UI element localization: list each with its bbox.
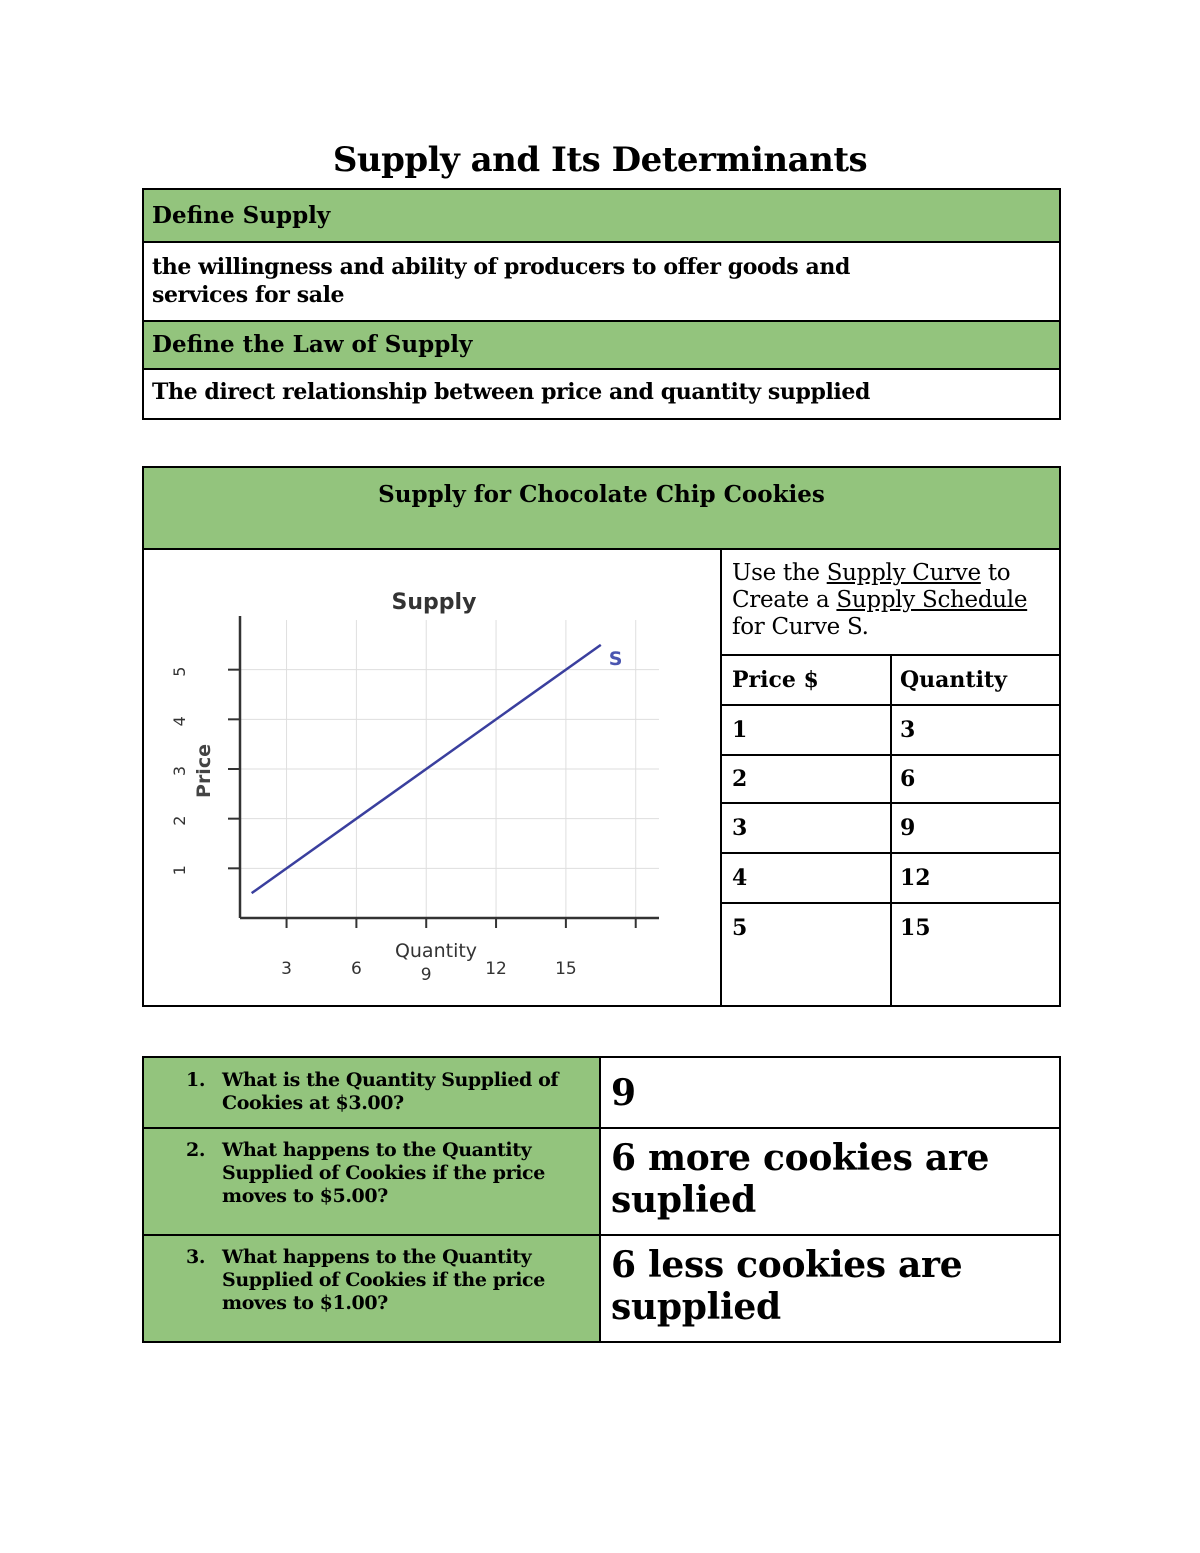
define-supply-label: Define Supply bbox=[152, 202, 331, 229]
question-text-line: What happens to the Quantity bbox=[222, 1139, 532, 1161]
questions-table bbox=[142, 1056, 1061, 1343]
supply-definition-line-1: the willingness and ability of producers to offer goods and bbox=[152, 254, 850, 280]
supply-schedule-table bbox=[722, 654, 1059, 1005]
question-number: 3. bbox=[186, 1246, 206, 1268]
schedule-quantity-cell: 12 bbox=[890, 852, 1061, 902]
question-text-line: What is the Quantity Supplied of bbox=[222, 1069, 559, 1091]
schedule-column-divider bbox=[890, 654, 892, 1005]
question-number: 2. bbox=[186, 1139, 206, 1161]
schedule-price-cell: 1 bbox=[722, 704, 890, 754]
answer-text-line: supplied bbox=[611, 1286, 781, 1328]
schedule-quantity-cell: 9 bbox=[890, 802, 1061, 852]
answer-text-line: 9 bbox=[611, 1072, 636, 1114]
question-row bbox=[144, 1127, 1059, 1234]
instr-to: to bbox=[987, 560, 1011, 586]
schedule-cell bbox=[722, 550, 1059, 1005]
y-axis-label: Price bbox=[193, 744, 215, 798]
answer-cell bbox=[601, 1058, 1059, 1127]
define-law-answer bbox=[144, 368, 1059, 418]
question-number: 1. bbox=[186, 1069, 206, 1091]
question-row bbox=[144, 1058, 1059, 1127]
question-cell bbox=[144, 1236, 601, 1341]
answer-cell bbox=[601, 1236, 1059, 1341]
law-definition-text: The direct relationship between price and quantity supplied bbox=[152, 379, 870, 405]
schedule-header-quantity: Quantity bbox=[890, 654, 1061, 704]
question-text bbox=[222, 1246, 545, 1315]
question-text-line: Supplied of Cookies if the price bbox=[222, 1269, 545, 1291]
x-tick-label: 9 bbox=[420, 965, 432, 985]
schedule-instructions bbox=[732, 560, 1027, 641]
cookies-header-text: Supply for Chocolate Chip Cookies bbox=[378, 481, 825, 508]
question-cell bbox=[144, 1129, 601, 1234]
y-tick-label: 1 bbox=[170, 865, 189, 876]
supply-definition-line-2: services for sale bbox=[152, 282, 345, 308]
question-text bbox=[222, 1069, 558, 1115]
instr-for-curve: for Curve S. bbox=[732, 614, 869, 640]
question-text-line: What happens to the Quantity bbox=[222, 1246, 532, 1268]
x-axis-label: Quantity bbox=[394, 940, 478, 962]
answer-text-line: 6 less cookies are bbox=[611, 1244, 963, 1286]
instr-create-a: Create a bbox=[732, 587, 830, 613]
y-tick-label: 5 bbox=[170, 666, 189, 677]
instr-supply-curve: Supply Curve bbox=[826, 560, 981, 586]
cookies-header bbox=[144, 468, 1059, 548]
schedule-price-cell: 3 bbox=[722, 802, 890, 852]
page-title: Supply and Its Determinants bbox=[332, 140, 868, 180]
y-tick-label: 3 bbox=[170, 765, 189, 777]
question-text-line: moves to $5.00? bbox=[222, 1185, 388, 1207]
schedule-quantity-cell: 6 bbox=[890, 754, 1061, 802]
y-tick-label: 2 bbox=[170, 815, 189, 826]
question-text-line: Cookies at $3.00? bbox=[222, 1092, 404, 1114]
chart-cell bbox=[144, 550, 722, 1005]
question-text-line: Supplied of Cookies if the price bbox=[222, 1162, 545, 1184]
definitions-table bbox=[142, 188, 1061, 420]
instr-use-the: Use the bbox=[732, 560, 820, 586]
x-tick-label: 6 bbox=[350, 959, 362, 979]
question-cell bbox=[144, 1058, 601, 1127]
question-text-line: moves to $1.00? bbox=[222, 1292, 388, 1314]
cookies-body bbox=[144, 548, 1059, 1005]
schedule-header-price: Price $ bbox=[722, 654, 890, 704]
supply-chart bbox=[144, 550, 720, 1007]
define-supply-header bbox=[144, 190, 1059, 241]
chart-title: Supply bbox=[391, 590, 477, 615]
define-law-header bbox=[144, 320, 1059, 368]
x-tick-label: 12 bbox=[485, 959, 507, 979]
x-tick-label: 3 bbox=[281, 959, 292, 979]
define-law-label: Define the Law of Supply bbox=[152, 331, 473, 358]
define-supply-answer bbox=[144, 241, 1059, 320]
schedule-price-cell: 2 bbox=[722, 754, 890, 802]
series-label-s: S bbox=[608, 647, 623, 670]
answer-cell bbox=[601, 1129, 1059, 1234]
answer-text-line: 6 more cookies are bbox=[611, 1137, 990, 1179]
question-row bbox=[144, 1234, 1059, 1341]
x-tick-label: 15 bbox=[555, 959, 577, 979]
schedule-quantity-cell: 15 bbox=[890, 902, 1061, 1006]
questions-body bbox=[144, 1058, 1059, 1341]
schedule-quantity-cell: 3 bbox=[890, 704, 1061, 754]
question-text bbox=[222, 1139, 545, 1208]
schedule-price-cell: 4 bbox=[722, 852, 890, 902]
cookies-table bbox=[142, 466, 1061, 1007]
instr-supply-schedule: Supply Schedule bbox=[836, 587, 1028, 613]
y-tick-label: 4 bbox=[170, 716, 189, 727]
answer-text-line: suplied bbox=[611, 1179, 756, 1221]
schedule-price-cell: 5 bbox=[722, 902, 890, 1006]
